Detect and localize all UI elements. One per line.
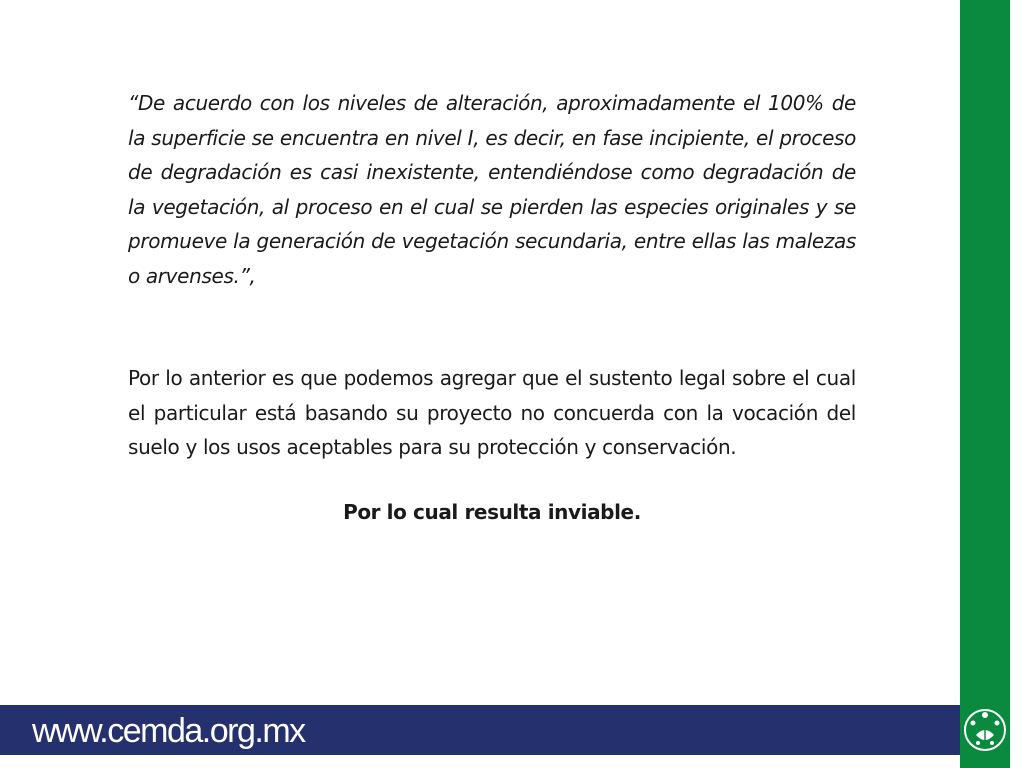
conclusion-text: Por lo cual resulta inviable. (343, 499, 641, 524)
cemda-logo-icon (962, 705, 1008, 755)
quote-paragraph: “De acuerdo con los niveles de alteración, aproximadamente el 100% de la superficie se encuentra en nivel I, es decir, en fase incipiente, el proceso de degradación es casi inexistente, entendiéndose como degradación de la vegetación, al proceso en el cual se pierden las especies originales y se promueve la generación de vegetación secundaria, entre ellas las malezas o arvenses.”, (128, 91, 856, 288)
footer-url[interactable]: www.cemda.org.mx (32, 712, 305, 750)
body-paragraph: Por lo anterior es que podemos agregar que el sustento legal sobre el cual el particular está basando su proyecto no concuerda con la vocación del suelo y los usos aceptables para su protección y conservación. (128, 366, 856, 459)
logo-container (960, 705, 1010, 755)
slide-content (128, 86, 856, 529)
green-side-stripe (960, 0, 1010, 768)
